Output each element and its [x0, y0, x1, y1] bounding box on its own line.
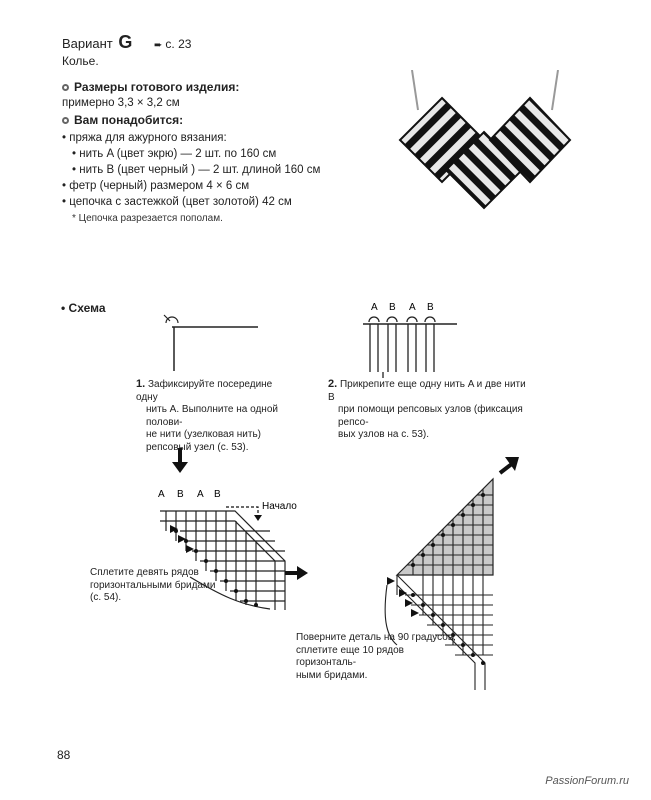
materials-heading: [62, 113, 183, 127]
arrow-up-right-icon: [500, 457, 519, 473]
page-reference-text: с. 23: [165, 37, 192, 51]
necklace-photo: [380, 70, 590, 240]
step1-line: Зафиксируйте посередине одну: [136, 379, 273, 403]
variant-letter: G: [118, 32, 133, 52]
step1-line: репсовый узел (с. 53).: [146, 441, 249, 453]
materials-item-text: нить A (цвет экрю) — 2 шт. по 160 см: [79, 148, 277, 160]
step2-line: Прикрепите еще одну нить A и две нити B: [328, 379, 526, 403]
bullet-circle-icon: [62, 84, 69, 91]
size-value: примерно 3,3 × 3,2 см: [62, 97, 180, 109]
step2-caption: [328, 378, 528, 442]
diagram-step1: [150, 305, 270, 375]
watermark: PassionForum.ru: [545, 775, 629, 787]
bullet-circle-icon: [62, 117, 69, 124]
step1-number: 1.: [136, 378, 146, 390]
step1-line: не нити (узелковая нить): [146, 429, 262, 440]
materials-item-text: пряжа для ажурного вязания:: [69, 132, 227, 144]
materials-item: • пряжа для ажурного вязания:: [62, 132, 227, 144]
thread-label: A: [371, 302, 378, 313]
step2-line: вых узлов на с. 53).: [338, 429, 430, 440]
arrow-right-icon: [387, 577, 419, 617]
chain-right: [552, 70, 558, 110]
arrow-right-icon: ➨: [154, 40, 163, 51]
step3-line: Сплетите девять рядов: [90, 567, 199, 578]
step4-line: Поверните деталь на 90 градусов,: [296, 632, 456, 643]
size-heading: [62, 80, 239, 94]
product-name: Колье.: [62, 54, 99, 68]
materials-item: • цепочка с застежкой (цвет золотой) 42 см: [62, 196, 292, 208]
materials-item: • нить A (цвет экрю) — 2 шт. по 160 см: [72, 148, 277, 160]
diagram-step2: [355, 298, 465, 378]
materials-item: • фетр (черный) размером 4 × 6 см: [62, 180, 250, 192]
arrow-right-icon: [170, 525, 194, 553]
step2-number: 2.: [328, 378, 338, 390]
thread-pairs: [369, 317, 435, 372]
thread-label: A: [158, 489, 165, 500]
page-number: 88: [57, 748, 71, 762]
arrow-down-icon: [170, 448, 190, 474]
step4-caption: [296, 632, 456, 682]
size-heading-text: Размеры готового изделия:: [74, 80, 240, 94]
thread-label: A: [409, 302, 416, 313]
materials-item-text: цепочка с застежкой (цвет золотой) 42 см: [69, 196, 292, 208]
thread-label: B: [389, 302, 396, 313]
start-pointer: [226, 507, 258, 517]
step3-line: (с. 54).: [90, 592, 122, 603]
step3-caption: [90, 567, 230, 605]
step3-line: горизонтальными бридами: [90, 579, 216, 591]
materials-item-text: фетр (черный) размером 4 × 6 см: [69, 180, 250, 192]
schema-title-text: Схема: [68, 301, 106, 315]
start-label: Начало: [262, 501, 297, 512]
thread-label: B: [177, 489, 184, 500]
arrow-right-icon: [285, 565, 309, 581]
materials-note: * Цепочка разрезается пополам.: [72, 213, 223, 224]
thread-label: B: [427, 302, 434, 313]
variant-heading: [62, 32, 191, 53]
rotated-section: [397, 479, 493, 575]
step1-line: нить A. Выполните на одной полови-: [146, 404, 278, 428]
schema-title: • Схема: [61, 301, 106, 315]
variant-label: Вариант: [62, 36, 113, 51]
thread-label: B: [214, 489, 221, 500]
materials-item-text: нить B (цвет черный ) — 2 шт. длиной 160 см: [79, 164, 321, 176]
step4-line: сплетите еще 10 рядов горизонталь-: [296, 644, 404, 668]
step2-line: при помощи репсовых узлов (фиксация репсо-: [338, 404, 523, 428]
chain-left: [412, 70, 418, 110]
materials-list: [62, 130, 320, 210]
materials-heading-text: Вам понадобится:: [74, 113, 184, 127]
knot-loop: [164, 315, 178, 323]
step1-caption: [136, 378, 286, 454]
materials-item: • нить B (цвет черный ) — 2 шт. длиной 160 см: [72, 164, 321, 176]
thread-label: A: [197, 489, 204, 500]
page-reference: [154, 37, 191, 51]
step4-line: ными бридами.: [296, 669, 368, 681]
